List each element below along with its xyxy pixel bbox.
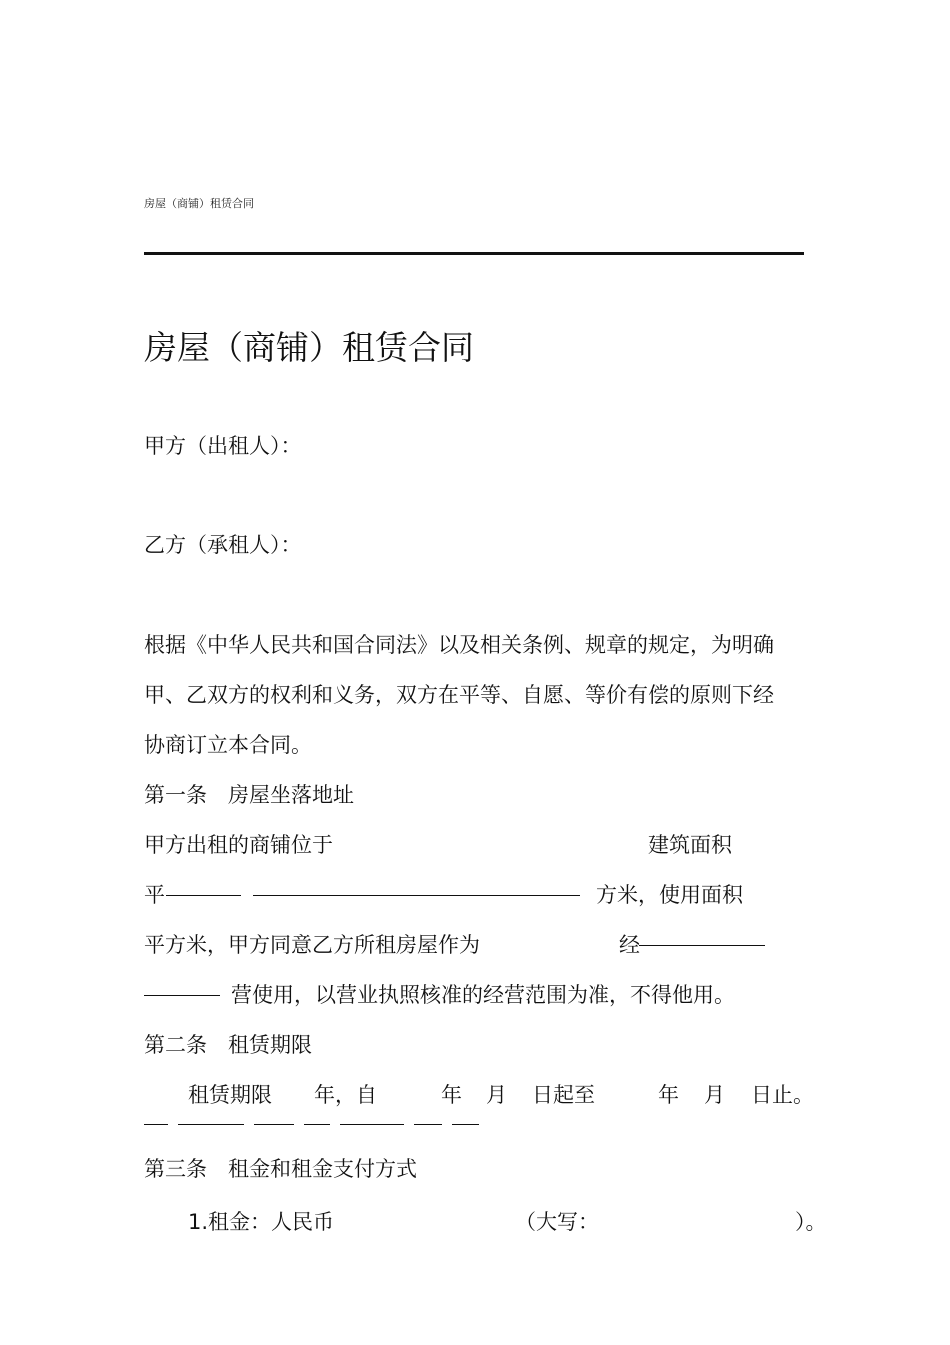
art1-usable-area-label: 方米，使用面积: [596, 883, 743, 907]
art2-start-year: 年: [441, 1083, 462, 1107]
party-b-label: 乙方（承租人）：: [144, 533, 302, 557]
art2-end-day: 日止。: [751, 1083, 814, 1107]
art1-ping-label: 平: [144, 883, 165, 907]
blank-purpose[interactable]: [639, 945, 765, 946]
document-title: 房屋（商铺）租赁合同: [144, 328, 474, 367]
blank-start-year[interactable]: [178, 1124, 244, 1125]
blank-start-month[interactable]: [254, 1124, 294, 1125]
article-3-heading: 第三条 租金和租金支付方式: [144, 1157, 417, 1181]
blank-area-value[interactable]: [253, 895, 580, 896]
art2-term-label: 租赁期限: [188, 1083, 272, 1107]
art2-year-from: 年，自: [314, 1083, 377, 1107]
blank-end-day[interactable]: [452, 1124, 479, 1125]
blank-purpose-cont[interactable]: [144, 995, 220, 996]
blank-building-area[interactable]: [166, 895, 241, 896]
article-1-heading: 第一条 房屋坐落地址: [144, 783, 354, 807]
running-header: 房屋（商铺）租赁合同: [144, 197, 254, 210]
art1-purpose-label: 平方米，甲方同意乙方所租房屋作为: [144, 933, 480, 957]
art3-capital-close: ）。: [795, 1210, 827, 1234]
art3-rent-label: 1.租金：人民币: [188, 1210, 335, 1234]
header-rule: [144, 252, 804, 255]
preamble-line-2: 甲、乙双方的权利和义务，双方在平等、自愿、等价有偿的原则下经: [144, 683, 774, 707]
preamble-line-3: 协商订立本合同。: [144, 733, 312, 757]
art1-usage-scope: 营使用，以营业执照核准的经营范围为准，不得他用。: [231, 983, 735, 1007]
art2-start-month: 月: [486, 1083, 507, 1107]
art1-jing-label: 经: [619, 933, 640, 957]
art1-building-area-label: 建筑面积: [648, 833, 732, 857]
art2-start-day: 日起至: [532, 1083, 595, 1107]
art2-end-month: 月: [704, 1083, 725, 1107]
art2-end-year: 年: [658, 1083, 679, 1107]
art3-capital-open: （大写：: [515, 1210, 599, 1234]
art1-location-label: 甲方出租的商铺位于: [144, 833, 333, 857]
blank-start-day[interactable]: [304, 1124, 330, 1125]
blank-term-years[interactable]: [144, 1124, 168, 1125]
blank-end-year[interactable]: [340, 1124, 404, 1125]
article-2-heading: 第二条 租赁期限: [144, 1033, 312, 1057]
blank-end-month[interactable]: [414, 1124, 442, 1125]
party-a-label: 甲方（出租人）：: [144, 434, 302, 458]
preamble-line-1: 根据《中华人民共和国合同法》以及相关条例、规章的规定，为明确: [144, 633, 774, 657]
